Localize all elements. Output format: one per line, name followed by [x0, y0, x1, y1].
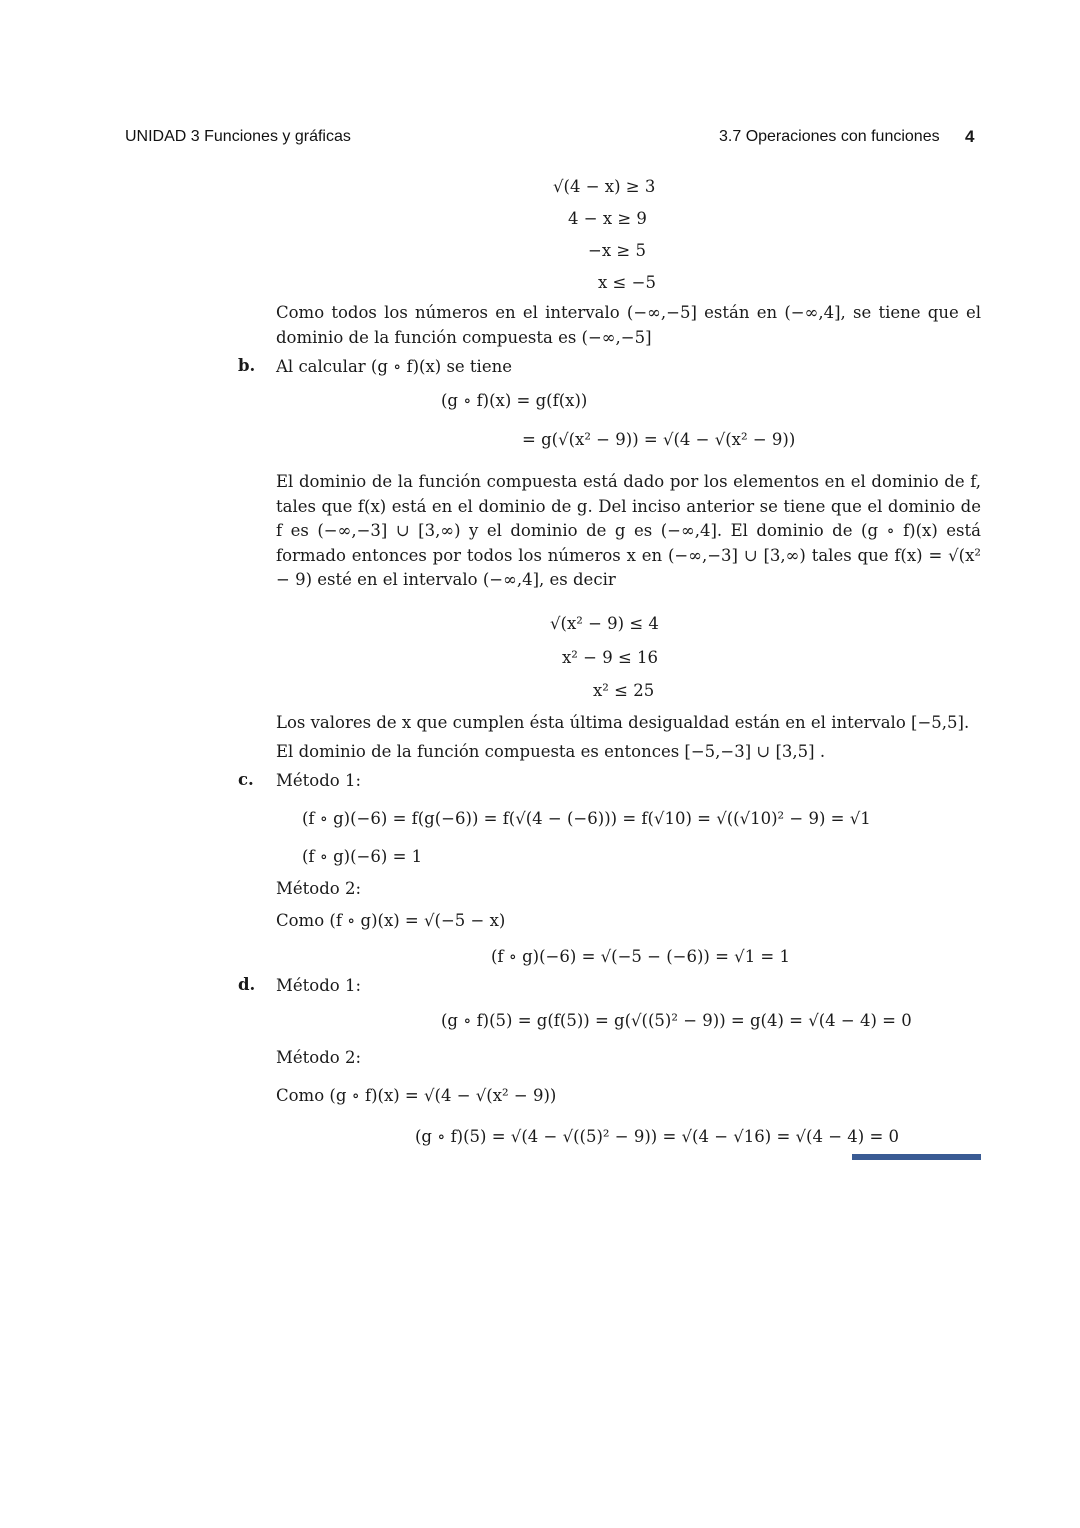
c-method1-label: Método 1: — [276, 771, 362, 790]
c-como: Como (f ∘ g)(x) = √(−5 − x) — [276, 911, 506, 930]
paragraph-a-conclusion: Como todos los números en el intervalo (−∞,−5] están en (−∞,4], se tiene que el dominio de la función compuesta es (−∞,−5] — [276, 303, 981, 347]
c-eq1: (f ∘ g)(−6) = f(g(−6)) = f(√(4 − (−6))) = f(√10) = √((√10)² − 9) = √1 — [302, 809, 871, 828]
b-eq1: (g ∘ f)(x) = g(f(x)) — [441, 391, 588, 410]
ineq1-line1: √(4 − x) ≥ 3 — [553, 177, 656, 196]
d-eq2: (g ∘ f)(5) = √(4 − √((5)² − 9)) = √(4 − √16) = √(4 − 4) = 0 — [415, 1127, 900, 1146]
d-como: Como (g ∘ f)(x) = √(4 − √(x² − 9)) — [276, 1086, 557, 1105]
b-intro: Al calcular (g ∘ f)(x) se tiene — [276, 357, 512, 376]
ineq1-line3: −x ≥ 5 — [588, 241, 646, 260]
c-eq3: (f ∘ g)(−6) = √(−5 − (−6)) = √1 = 1 — [491, 947, 790, 966]
item-label-c: c. — [238, 770, 254, 789]
b-ineq-line2: x² − 9 ≤ 16 — [562, 648, 659, 667]
d-method2-label: Método 2: — [276, 1048, 362, 1067]
b-ineq-line3: x² ≤ 25 — [593, 681, 655, 700]
b-conclusion-1: Los valores de x que cumplen ésta última desigualdad están en el intervalo [−5,5]. — [276, 713, 970, 732]
end-of-solution-bar — [852, 1154, 981, 1160]
item-label-d: d. — [238, 975, 256, 994]
b-domain-paragraph: El dominio de la función compuesta está dado por los elementos en el dominio de f, tales que f(x) está en el dominio de g. Del inciso anterior se tiene que el dominio de f es (−∞,−3] ∪ [3,∞) y el dominio de g es (−∞,4]. El dominio de (g ∘ f)(x) está formado entonces por todos los números x en (−∞,−3] ∪ [3,∞) tales que f(x) = √(x² − 9) esté en el intervalo (−∞,4], es decir — [276, 472, 981, 589]
d-eq1: (g ∘ f)(5) = g(f(5)) = g(√((5)² − 9)) = g(4) = √(4 − 4) = 0 — [441, 1011, 912, 1030]
item-label-b: b. — [238, 356, 256, 375]
b-conclusion-2: El dominio de la función compuesta es entonces [−5,−3] ∪ [3,5] . — [276, 742, 826, 761]
ineq1-line4: x ≤ −5 — [598, 273, 656, 292]
page-number: 4 — [965, 127, 975, 146]
c-eq2: (f ∘ g)(−6) = 1 — [302, 847, 423, 866]
b-eq2: = g(√(x² − 9)) = √(4 − √(x² − 9)) — [522, 430, 796, 449]
b-ineq-line1: √(x² − 9) ≤ 4 — [550, 614, 659, 633]
d-method1-label: Método 1: — [276, 976, 362, 995]
c-method2-label: Método 2: — [276, 879, 362, 898]
ineq1-line2: 4 − x ≥ 9 — [568, 209, 647, 228]
header-section: 3.7 Operaciones con funciones — [719, 128, 940, 145]
header-unit: UNIDAD 3 Funciones y gráficas — [125, 128, 351, 145]
